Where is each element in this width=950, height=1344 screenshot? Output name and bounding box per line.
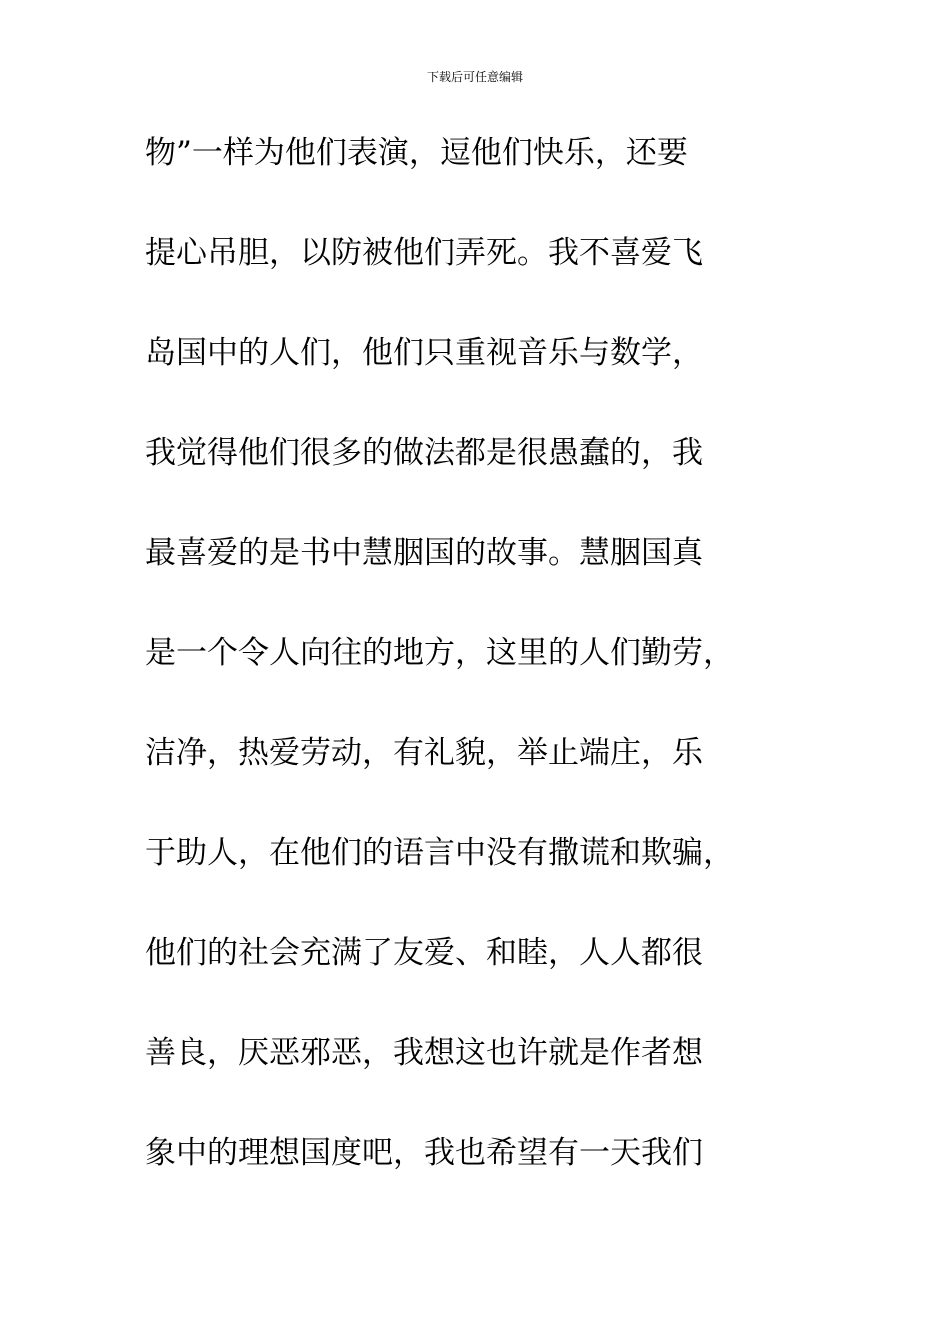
text-line: 我觉得他们很多的做法都是很愚蠢的，我 (145, 435, 703, 471)
text-line: 他们的社会充满了友爱、和睦，人人都很 (145, 935, 703, 971)
text-line: 善良，厌恶邪恶，我想这也许就是作者想 (145, 1035, 703, 1071)
page-header: 下载后可任意编辑 (426, 70, 523, 84)
body-text (145, 128, 805, 1228)
text-line: 岛国中的人们，他们只重视音乐与数学， (145, 335, 703, 371)
text-line: 最喜爱的是书中慧胭国的故事。慧胭国真 (145, 535, 703, 571)
text-line: 提心吊胆，以防被他们弄死。我不喜爱飞 (145, 235, 703, 271)
text-line: 洁净，热爱劳动，有礼貌，举止端庄，乐 (145, 735, 703, 771)
text-line: 是一个令人向往的地方，这里的人们勤劳， (145, 635, 734, 671)
text-line: 象中的理想国度吧，我也希望有一天我们 (145, 1135, 703, 1171)
text-line: 物”一样为他们表演，逗他们快乐，还要 (145, 135, 688, 171)
text-line: 于助人，在他们的语言中没有撒谎和欺骗， (145, 835, 734, 871)
